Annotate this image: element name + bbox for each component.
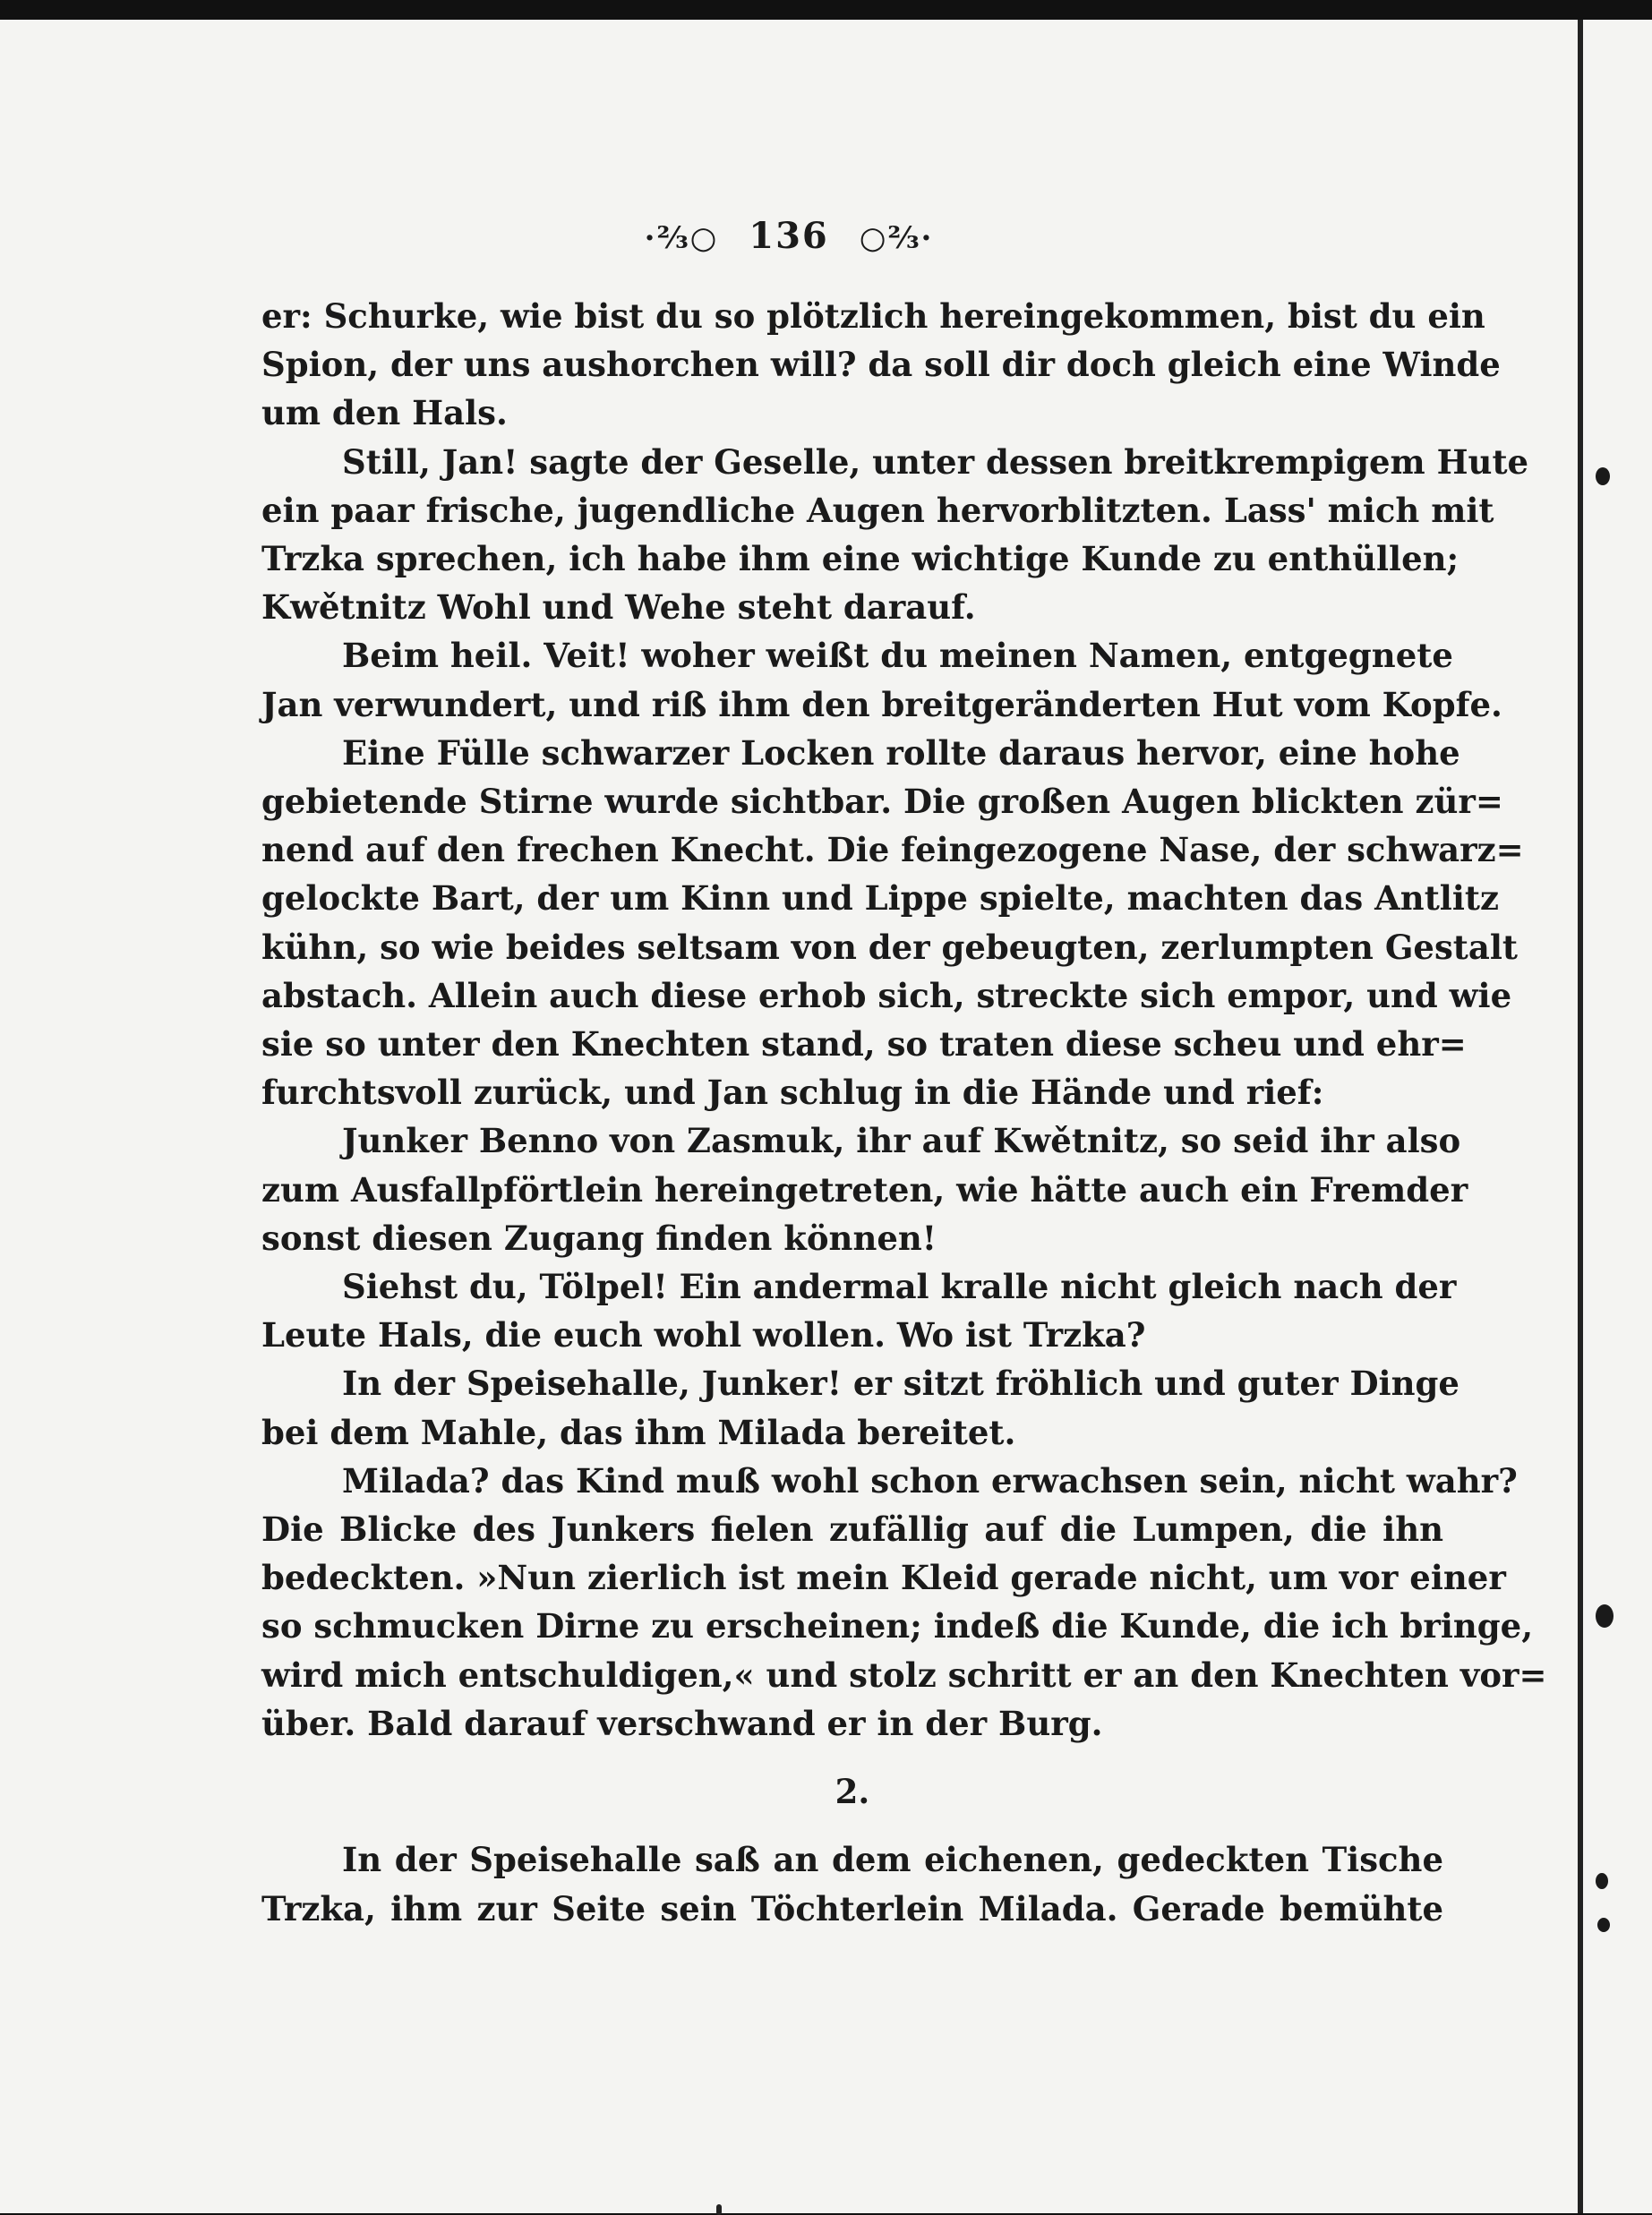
ornament-right: ○⅔·: [859, 220, 934, 256]
text-line: Kwětnitz Wohl und Wehe steht darauf.: [261, 587, 976, 628]
text-line: über. Bald darauf verschwand er in der Burg.: [261, 1703, 1103, 1743]
text-line: In der Speisehalle, Junker! er sitzt fröhlich und guter Dinge: [342, 1364, 1459, 1404]
text-line: so schmucken Dirne zu erscheinen; indeß die Kunde, die ich bringe,: [261, 1606, 1534, 1646]
paper-sheet: [0, 20, 1578, 2213]
bottom-speck: [716, 2204, 722, 2215]
edge-mark: [1596, 1604, 1613, 1628]
text-line: Trzka, ihm zur Seite sein Töchterlein Milada. Gerade bemühte: [261, 1888, 1443, 1929]
text-line: Junker Benno von Zasmuk, ihr auf Kwětnitz, so seid ihr also: [342, 1121, 1461, 1161]
text-line: In der Speisehalle saß an dem eichenen, gedeckten Tische: [342, 1840, 1443, 1880]
text-line: Still, Jan! sagte der Geselle, unter dessen breitkrempigem Hute: [342, 441, 1529, 482]
text-line: kühn, so wie beides seltsam von der gebeugten, zerlumpten Gestalt: [261, 927, 1519, 967]
text-line: gebietende Stirne wurde sichtbar. Die großen Augen blickten zür=: [261, 782, 1503, 822]
text-line: sonst diesen Zugang finden können!: [261, 1218, 937, 1258]
text-line: bei dem Mahle, das ihm Milada bereitet.: [261, 1412, 1016, 1452]
page-header: [0, 215, 1578, 257]
section-number: 2.: [835, 1772, 870, 1812]
edge-mark: [1596, 1873, 1608, 1889]
ornament-left: ·⅔○: [644, 220, 719, 256]
text-line: Eine Fülle schwarzer Locken rollte daraus hervor, eine hohe: [342, 732, 1460, 773]
text-line: abstach. Allein auch diese erhob sich, streckte sich empor, und wie: [261, 975, 1512, 1015]
page-number: 136: [749, 215, 829, 257]
text-line: sie so unter den Knechten stand, so traten diese scheu und ehr=: [261, 1024, 1467, 1065]
text-line: Jan verwundert, und riß ihm den breitgeränderten Hut vom Kopfe.: [261, 684, 1502, 724]
edge-mark: [1596, 467, 1610, 485]
text-line: Beim heil. Veit! woher weißt du meinen Namen, entgegnete: [342, 636, 1453, 676]
text-line: bedeckten. »Nun zierlich ist mein Kleid gerade nicht, um vor einer: [261, 1558, 1506, 1598]
next-page-edge: [1578, 20, 1652, 2213]
text-line: er: Schurke, wie bist du so plötzlich hereingekommen, bist du ein: [261, 296, 1485, 336]
text-line: zum Ausfallpförtlein hereingetreten, wie hätte auch ein Fremder: [261, 1169, 1468, 1210]
text-line: Die Blicke des Junkers fielen zufällig auf die Lumpen, die ihn: [261, 1509, 1443, 1550]
text-line: wird mich entschuldigen,« und stolz schritt er an den Knechten vor=: [261, 1655, 1547, 1695]
text-line: gelockte Bart, der um Kinn und Lippe spielte, machten das Antlitz: [261, 878, 1500, 919]
text-line: Spion, der uns aushorchen will? da soll dir doch gleich eine Winde: [261, 345, 1501, 385]
edge-mark: [1597, 1918, 1610, 1932]
text-line: Leute Hals, die euch wohl wollen. Wo ist Trzka?: [261, 1315, 1146, 1356]
text-line: ein paar frische, jugendliche Augen hervorblitzten. Lass' mich mit: [261, 490, 1494, 530]
text-line: Trzka sprechen, ich habe ihm eine wichtige Kunde zu enthüllen;: [261, 539, 1459, 579]
text-line: Siehst du, Tölpel! Ein andermal kralle nicht gleich nach der: [342, 1267, 1457, 1307]
text-line: furchtsvoll zurück, und Jan schlug in die Hände und rief:: [261, 1073, 1324, 1113]
text-line: nend auf den frechen Knecht. Die feingezogene Nase, der schwarz=: [261, 830, 1524, 870]
text-line: um den Hals.: [261, 393, 508, 433]
text-line: Milada? das Kind muß wohl schon erwachsen sein, nicht wahr?: [342, 1460, 1518, 1501]
body-text: [261, 292, 1547, 1933]
